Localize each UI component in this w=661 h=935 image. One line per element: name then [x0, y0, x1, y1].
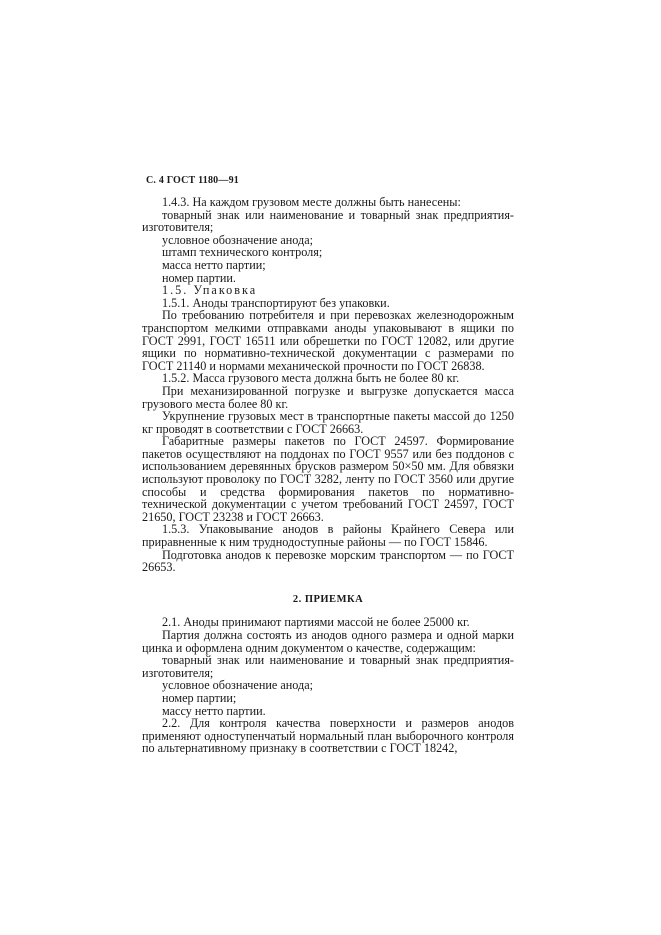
list-item: условное обозначение анода; [162, 232, 314, 247]
page-header: С. 4 ГОСТ 1180—91 [146, 175, 239, 186]
list-item: товарный знак или наименование и товарный знак предприятия-изготовителя; [142, 653, 514, 680]
paragraph: По требованию потребителя и при перевозках железнодорожным транспортом мелкими отправками аноды упаковывают в ящики по ГОСТ 2991, ГОСТ 16511 или обрешетки по ГОСТ 12082, или другие ящики по нормативно-технической документации с размерами по ГОСТ 21140 и нормами механической прочности по ГОСТ 26838. [142, 308, 514, 373]
paragraph: Партия должна состоять из анодов одного размера и одной марки цинка и оформлена одним документом о качестве, содержащим: [142, 628, 514, 655]
document-body [142, 196, 514, 755]
list-item: номер партии. [162, 270, 236, 285]
list-item: массу нетто партии. [162, 703, 266, 718]
paragraph-2-2: 2.2. Для контроля качества поверхности и размеров анодов применяют одноступенчатый нормальный план выборочного контроля по альтернативному признаку в соответствии с ГОСТ 18242, [142, 716, 514, 756]
list-item: номер партии; [162, 690, 237, 705]
section-title-acceptance: 2. ПРИЕМКА [292, 593, 364, 605]
paragraph: Укрупнение грузовых мест в транспортные пакеты массой до 1250 кг проводят в соответствии с ГОСТ 26663. [142, 409, 514, 436]
list-item: условное обозначение анода; [162, 678, 314, 693]
paragraph: Габаритные размеры пакетов по ГОСТ 24597. Формирование пакетов осуществляют на поддонах по ГОСТ 9557 или без поддонов с использованием деревянных брусков размером 50×50 мм. Для обвязки используют проволоку по ГОСТ 3282, ленту по ГОСТ 3560 или другие способы и средства формирования пакетов по нормативно-технической документации с учетом требований ГОСТ 24597, ГОСТ 21650, ГОСТ 23238 и ГОСТ 26663. [142, 434, 514, 524]
list-item: товарный знак или наименование и товарный знак предприятия-изготовителя; [142, 207, 514, 235]
paragraph: Подготовка анодов к перевозке морским транспортом — по ГОСТ 26653. [142, 547, 514, 575]
paragraph-1-5-3: 1.5.3. Упаковывание анодов в районы Крайнего Севера или приравненные к ним труднодоступные районы — по ГОСТ 15846. [142, 522, 514, 550]
paragraph: При механизированной погрузке и выгрузке допускается масса грузового места более 80 кг. [142, 383, 514, 411]
subsection-heading-1-5: 1.5. Упаковка [162, 283, 258, 298]
list-item: масса нетто партии; [162, 257, 266, 272]
paragraph-1-5-1: 1.5.1. Аноды транспортируют без упаковки. [162, 295, 390, 310]
list-item: штамп технического контроля; [162, 245, 323, 260]
paragraph-1-4-3: 1.4.3. На каждом грузовом месте должны быть нанесены: [162, 195, 461, 209]
paragraph-1-5-2: 1.5.2. Масса грузового места должна быть не более 80 кг. [162, 371, 460, 386]
paragraph-2-1: 2.1. Аноды принимают партиями массой не более 25000 кг. [162, 615, 470, 630]
